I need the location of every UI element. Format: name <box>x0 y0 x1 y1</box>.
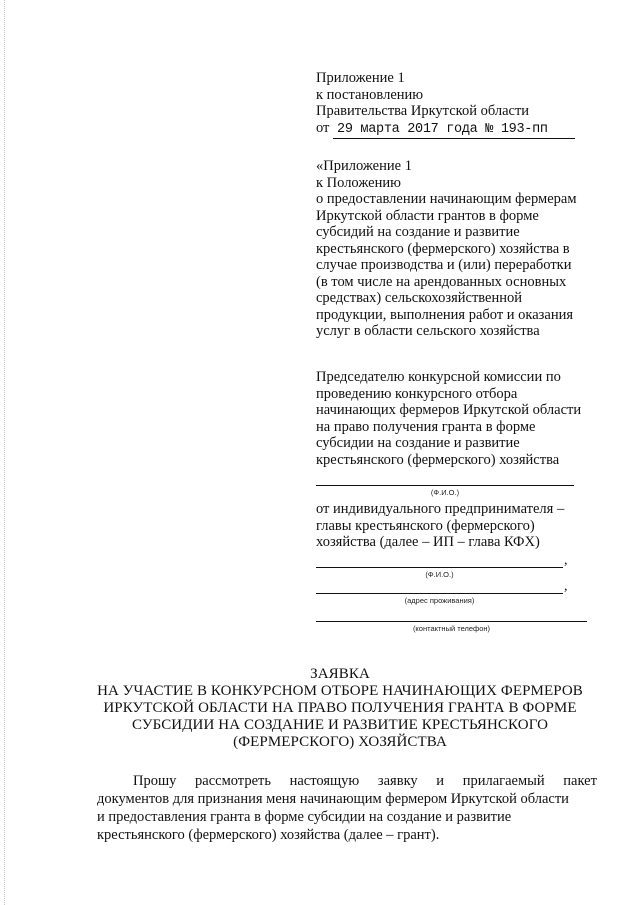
title-line: (ФЕРМЕРСКОГО) ХОЗЯЙСТВА <box>233 734 447 750</box>
annex-regulation-line: к Положению <box>316 174 401 191</box>
annex-regulation-line: средствах) сельскохозяйственной <box>316 290 523 306</box>
body-line: крестьянского (фермерского) хозяйства (далее – грант). <box>97 827 440 843</box>
body-word: Прошу <box>133 773 177 789</box>
addressee-block <box>316 369 616 468</box>
body-line: и предоставления гранта в форме субсидии на создание и развитие <box>97 809 512 825</box>
annex-header <box>316 70 616 139</box>
scan-edge-marks <box>4 0 7 905</box>
applicant-phone-caption: (контактный телефон) <box>412 624 491 633</box>
applicant-line: от индивидуального предпринимателя – <box>316 501 565 517</box>
body-line <box>97 772 597 790</box>
addressee-line: Председателю конкурсной комиссии по <box>316 369 561 385</box>
annex-regulation-line: Иркутской области грантов в форме <box>316 207 539 224</box>
addressee-line: проведению конкурсного отбора <box>316 385 518 402</box>
annex-header-line: к постановлению <box>316 86 424 103</box>
annex-regulation-line: (в том числе на арендованных основных <box>316 273 567 290</box>
body-word: пакет <box>563 773 597 789</box>
annex-regulation <box>316 158 616 340</box>
applicant-fio-comma: , <box>564 553 568 568</box>
chairman-fio-line <box>316 485 574 486</box>
title-line: НА УЧАСТИЕ В КОНКУРСНОМ ОТБОРЕ НАЧИНАЮЩИХ ФЕРМЕРОВ <box>97 683 583 699</box>
applicant-address-caption: (адрес проживания) <box>404 596 475 605</box>
title-line: ИРКУТСКОЙ ОБЛАСТИ НА ПРАВО ПОЛУЧЕНИЯ ГРАНТА В ФОРМЕ <box>103 700 577 716</box>
body-word: заявку <box>377 773 418 789</box>
annex-date-prefix: от <box>316 119 330 136</box>
application-body <box>97 772 597 844</box>
applicant-line: хозяйства (далее – ИП – глава КФХ) <box>316 534 540 550</box>
addressee-line: субсидии на создание и развитие <box>316 435 520 451</box>
annex-regulation-line: «Приложение 1 <box>316 158 412 174</box>
applicant-phone-line <box>316 621 587 622</box>
annex-header-line: Приложение 1 <box>316 70 405 86</box>
annex-regulation-line: случае производства и (или) переработки <box>316 257 572 273</box>
body-word: прилагаемый <box>462 773 545 789</box>
addressee-line: на право получения гранта в форме <box>316 418 536 435</box>
application-title <box>60 666 620 751</box>
annex-date-row <box>316 120 616 140</box>
applicant-address-comma: , <box>564 579 568 594</box>
applicant-line: главы крестьянского (фермерского) <box>316 517 535 534</box>
body-word: настоящую <box>289 773 360 789</box>
addressee-line: начинающих фермеров Иркутской области <box>316 402 582 418</box>
annex-regulation-line: крестьянского (фермерского) хозяйства в <box>316 240 570 257</box>
annex-regulation-line: услуг в области сельского хозяйства <box>316 323 540 339</box>
title-line: СУБСИДИИ НА СОЗДАНИЕ И РАЗВИТИЕ КРЕСТЬЯНСКОГО <box>131 717 549 733</box>
applicant-block <box>316 501 616 551</box>
applicant-address-line <box>316 593 563 594</box>
annex-regulation-line: о предоставлении начинающим фермерам <box>316 191 577 207</box>
title-line: ЗАЯВКА <box>310 666 370 682</box>
annex-regulation-line: субсидий на создание и развитие <box>316 224 520 240</box>
applicant-fio-line <box>316 567 563 568</box>
annex-date-value: 29 марта 2017 года № 193-пп <box>333 122 575 140</box>
applicant-fio-caption: (Ф.И.О.) <box>425 570 454 579</box>
addressee-line: крестьянского (фермерского) хозяйства <box>316 451 560 468</box>
annex-regulation-line: продукции, выполнения работ и оказания <box>316 306 574 323</box>
body-word: и <box>436 773 445 789</box>
chairman-fio-caption: (Ф.И.О.) <box>430 488 460 497</box>
body-word: рассмотреть <box>195 773 271 789</box>
body-line: документов для признания меня начинающим фермером Иркутской области <box>97 791 569 807</box>
annex-header-line: Правительства Иркутской области <box>316 103 530 119</box>
